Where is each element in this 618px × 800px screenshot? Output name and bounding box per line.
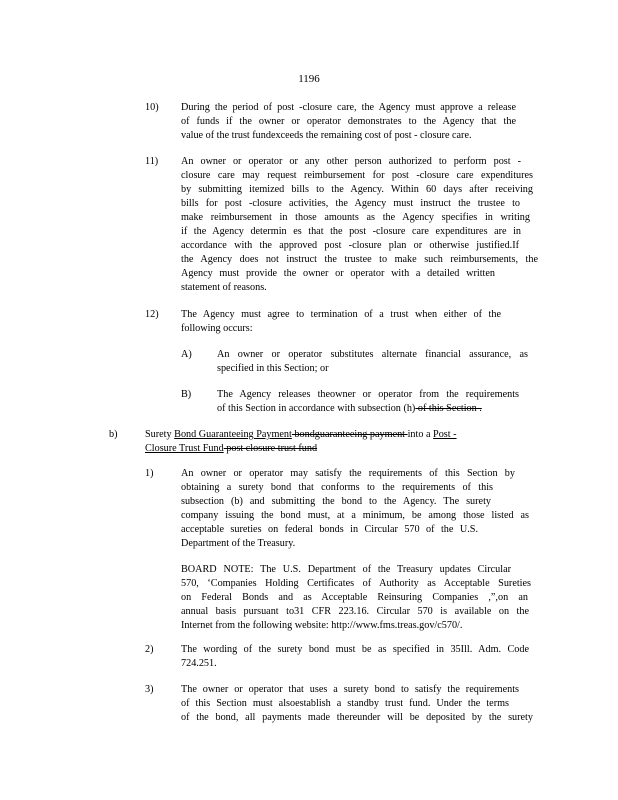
- subitem-number: B): [181, 389, 192, 400]
- struck-text: of this Section .: [415, 403, 482, 414]
- text-line: 570, ‘Companies Holding Certificates of Authority as Acceptable Sureties: [181, 578, 531, 589]
- text-line: of this Section must alsoestablish a standby trust fund. Under the terms: [181, 698, 509, 709]
- paragraph-12: [181, 308, 501, 336]
- text-line: obtaining a surety bond that conforms to the requirements of this: [181, 482, 493, 493]
- text-line: The Agency releases theowner or operator from the requirements: [217, 389, 519, 400]
- page-number: 1196: [298, 73, 320, 85]
- text-line: bills for post -closure activities, the Agency must instruct the trustee to: [181, 198, 520, 209]
- paragraph-10: [181, 101, 516, 143]
- text-line: An owner or operator or any other person authorized to perform post -: [181, 156, 521, 167]
- text-line: value of the trust fundexceeds the remaining cost of post - closure care.: [181, 130, 472, 141]
- text-line: An owner or operator substitutes alternate financial assurance, as: [217, 349, 528, 360]
- text-line: 724.251.: [181, 658, 217, 669]
- text-line: subsection (b) and submitting the bond to the Agency. The surety: [181, 496, 491, 507]
- text-line: of the bond, all payments made thereunder will be deposited by the surety: [181, 712, 533, 723]
- text-line: [217, 402, 527, 416]
- inserted-text: Post -: [433, 429, 457, 440]
- text-line: on Federal Bonds and as Acceptable Reinsuring Companies ,”,on an: [181, 592, 528, 603]
- text-line: acceptable sureties on federal bonds in Circular 570 of the U.S.: [181, 524, 478, 535]
- text-line: by submitting itemized bills to the Agency. Within 60 days after receiving: [181, 184, 533, 195]
- paragraph-b3: [181, 683, 533, 725]
- item-number: 12): [145, 309, 159, 320]
- item-number: 1): [145, 468, 154, 479]
- paragraph-11: [181, 155, 538, 295]
- text-line: During the period of post -closure care, the Agency must approve a release: [181, 102, 516, 113]
- item-number: 3): [145, 684, 154, 695]
- text-line: statement of reasons.: [181, 282, 267, 293]
- struck-text: post closure trust fund: [223, 443, 318, 454]
- text-line: The owner or operator that uses a surety bond to satisfy the requirements: [181, 684, 519, 695]
- text-line: following occurs:: [181, 323, 253, 334]
- text-line: make reimbursement in those amounts as the Agency specifies in writing: [181, 212, 530, 223]
- item-number: 10): [145, 102, 159, 113]
- text-line: accordance with the approved post -closure plan or otherwise justified.If: [181, 240, 519, 251]
- text-line: An owner or operator may satisfy the requirements of this Section by: [181, 468, 515, 479]
- text-line: company issuing the bond must, at a minimum, be among those listed as: [181, 510, 529, 521]
- board-note: [181, 563, 531, 633]
- item-number: 11): [145, 156, 159, 167]
- inserted-text: Bond Guaranteeing Payment: [174, 429, 292, 440]
- text-run: of this Section in accordance with subsection (h): [217, 403, 416, 414]
- inserted-text: Closure Trust Fund: [145, 443, 224, 454]
- heading-line: [145, 428, 525, 442]
- text-line: specified in this Section; or: [217, 363, 329, 374]
- text-line: BOARD NOTE: The U.S. Department of the Treasury updates Circular: [181, 564, 511, 575]
- section-b-heading: [145, 428, 525, 456]
- text-run: into a: [407, 429, 434, 440]
- struck-text: bondguaranteeing payment: [291, 429, 408, 440]
- text-line: if the Agency determin es that the post -closure care expenditures are in: [181, 226, 521, 237]
- text-run: Surety: [145, 429, 175, 440]
- text-line: closure care may request reimbursement for post -closure care expenditures: [181, 170, 533, 181]
- subitem-number: A): [181, 349, 192, 360]
- text-line: annual basis pursuant to31 CFR 223.16. Circular 570 is available on the: [181, 606, 529, 617]
- paragraph-b1: [181, 467, 529, 551]
- text-line: Department of the Treasury.: [181, 538, 296, 549]
- text-line: The Agency must agree to termination of a trust when either of the: [181, 309, 501, 320]
- subparagraph-a: [217, 348, 528, 376]
- text-line: the Agency does not instruct the trustee to make such reimbursements, the: [181, 254, 538, 265]
- text-line: of funds if the owner or operator demonstrates to the Agency that the: [181, 116, 516, 127]
- item-number: 2): [145, 644, 154, 655]
- paragraph-b2: [181, 643, 529, 671]
- text-line: Agency must provide the owner or operator with a detailed written: [181, 268, 495, 279]
- text-line: Internet from the following website: http://www.fms.treas.gov/c570/.: [181, 620, 463, 631]
- heading-line: [145, 442, 525, 456]
- section-number: b): [109, 429, 118, 440]
- text-line: The wording of the surety bond must be as specified in 35Ill. Adm. Code: [181, 644, 529, 655]
- subparagraph-b: [217, 388, 527, 416]
